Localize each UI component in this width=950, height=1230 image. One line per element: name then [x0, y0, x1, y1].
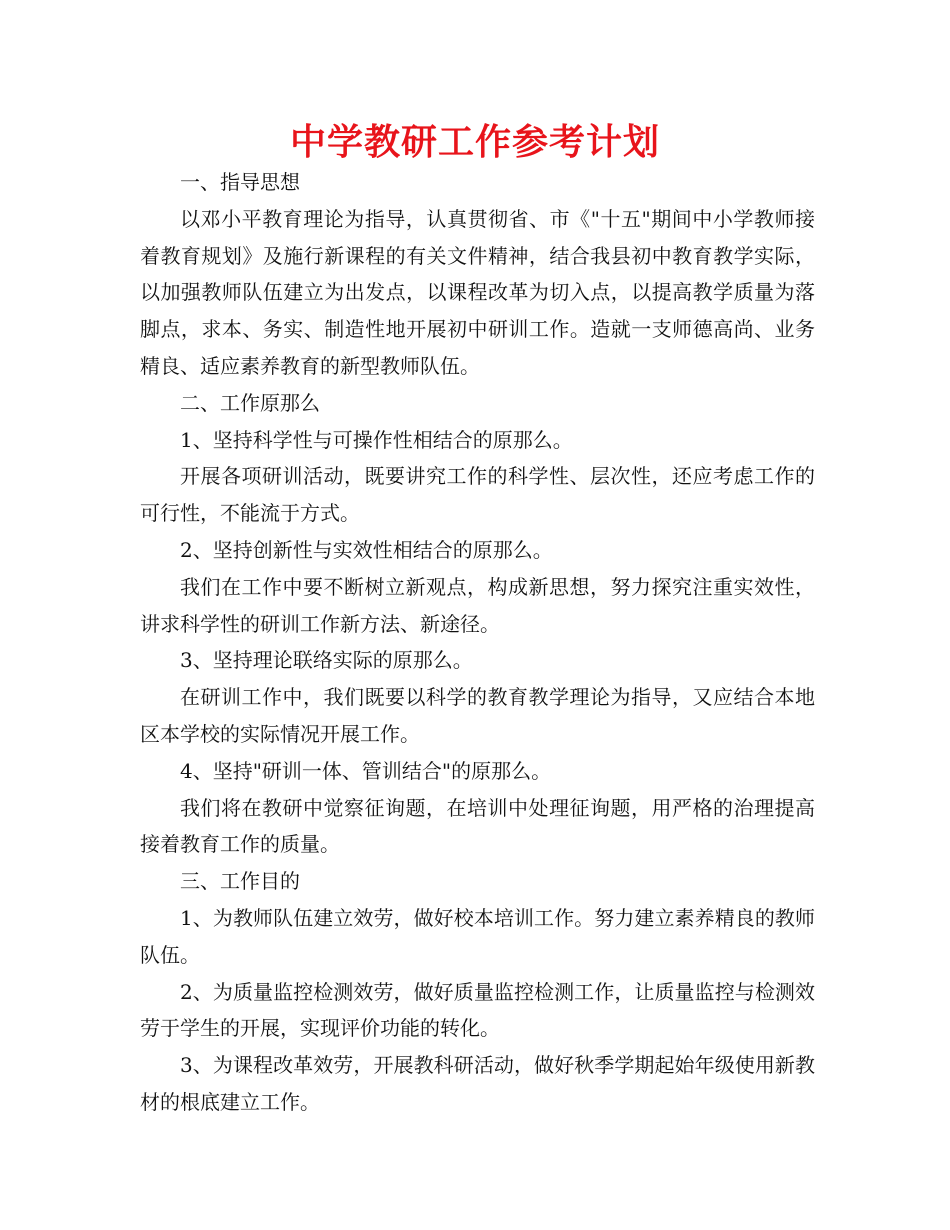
section-heading-guiding-ideology: 一、指导思想: [180, 170, 300, 194]
principle-4-heading: 4、坚持"研训一体、管训结合"的原那么。: [180, 758, 552, 783]
principle-2-heading: 2、坚持创新性与实效性相结合的原那么。: [180, 537, 553, 562]
goal-2-text: 2、为质量监控检测效劳，做好质量监控检测工作，让质量监控与检测效劳于学生的开展，实现评价功能的转化。: [140, 979, 815, 1041]
goal-1-text: 1、为教师队伍建立效劳，做好校本培训工作。努力建立素养精良的教师队伍。: [140, 905, 815, 967]
goal-3-text: 3、为课程改革效劳，开展教科研活动，做好秋季学期起始年级使用新教材的根底建立工作。: [140, 1053, 815, 1114]
principle-1-heading: 1、坚持科学性与可操作性相结合的原那么。: [180, 427, 573, 452]
section-heading-work-goals: 三、工作目的: [180, 869, 300, 894]
section-heading-work-principles: 二、工作原那么: [180, 390, 320, 415]
principle-2-text: 我们在工作中要不断树立新观点，构成新思想，努力探究注重实效性，讲求科学性的研训工作新方法、新途径。: [140, 574, 815, 636]
principle-3-heading: 3、坚持理论联络实际的原那么。: [180, 648, 473, 673]
paragraph-guiding-ideology: 以邓小平教育理论为指导，认真贯彻省、市《"十五"期间中小学教师接着教育规划》及施行新课程的有关文件精神，结合我县初中教育教学实际，以加强教师队伍建立为出发点，以课程改革为切入点，以提高教学质量为落脚点，求本、务实、制造性地开展初中研训工作。造就一支师德高尚、业务精良、适应素养教育的新型教师队伍。: [140, 206, 815, 378]
document-title: 中学教研工作参考计划: [289, 122, 660, 163]
document-body: [140, 164, 815, 1121]
principle-3-text: 在研训工作中，我们既要以科学的教育教学理论为指导，又应结合本地区本学校的实际情况开展工作。: [140, 685, 815, 746]
principle-1-text: 开展各项研训活动，既要讲究工作的科学性、层次性，还应考虑工作的可行性，不能流于方式。: [140, 464, 815, 526]
principle-4-text: 我们将在教研中觉察征询题，在培训中处理征询题，用严格的治理提高接着教育工作的质量。: [140, 795, 815, 857]
